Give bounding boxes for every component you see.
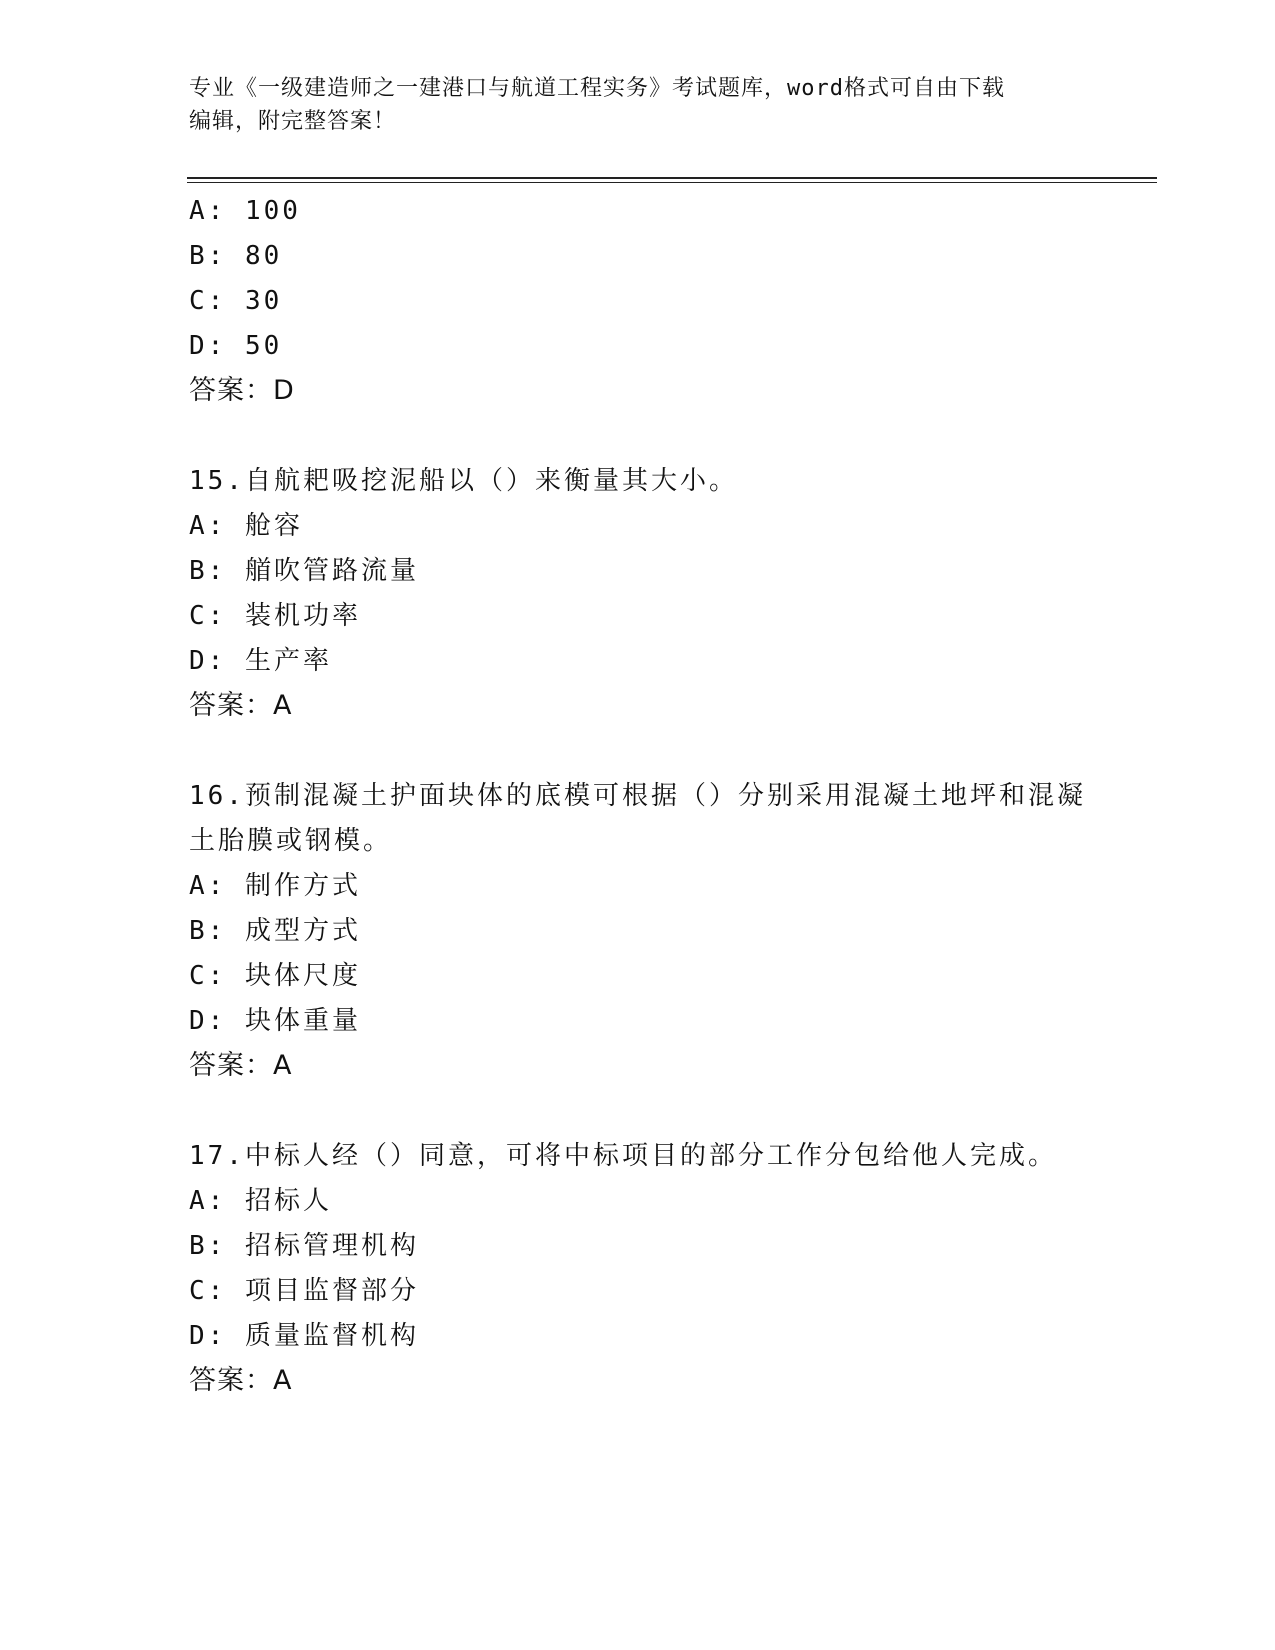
q16-option-d: D: 块体重量 [189,1006,361,1036]
q15-option-b: B: 艏吹管路流量 [189,556,419,586]
header-divider-thin [187,182,1157,183]
q17-option-d: D: 质量监督机构 [189,1321,419,1351]
q17-option-a: A: 招标人 [189,1186,332,1216]
q16-option-a: A: 制作方式 [189,871,361,901]
q15-option-d: D: 生产率 [189,646,332,676]
q17-answer: 答案：A [189,1365,293,1396]
q16-answer: 答案：A [189,1050,293,1081]
q16-stem-line-1: 16.预制混凝土护面块体的底模可根据（）分别采用混凝土地坪和混凝 [189,781,1086,811]
q14-answer: 答案：D [189,375,295,406]
document-header [189,72,1089,138]
q14-option-c: C: 30 [189,286,283,316]
q15-answer: 答案：A [189,690,293,721]
header-divider-thick [187,177,1157,179]
q16-option-c: C: 块体尺度 [189,961,361,991]
q17-option-c: C: 项目监督部分 [189,1276,419,1306]
q17-option-b: B: 招标管理机构 [189,1231,419,1261]
q14-option-d: D: 50 [189,331,283,361]
q14-option-b: B: 80 [189,241,283,271]
q16-option-b: B: 成型方式 [189,916,361,946]
q17-stem: 17.中标人经（）同意，可将中标项目的部分工作分包给他人完成。 [189,1141,1057,1171]
header-line-1: 专业《一级建造师之一建港口与航道工程实务》考试题库，word格式可自由下载 [189,76,1005,101]
q14-option-a: A: 100 [189,196,301,226]
q16-stem-line-2: 土胎膜或钢模。 [189,826,393,856]
q15-option-a: A: 舱容 [189,511,303,541]
q15-stem: 15.自航耙吸挖泥船以（）来衡量其大小。 [189,466,738,496]
q15-option-c: C: 装机功率 [189,601,361,631]
header-line-2: 编辑，附完整答案！ [189,109,397,134]
